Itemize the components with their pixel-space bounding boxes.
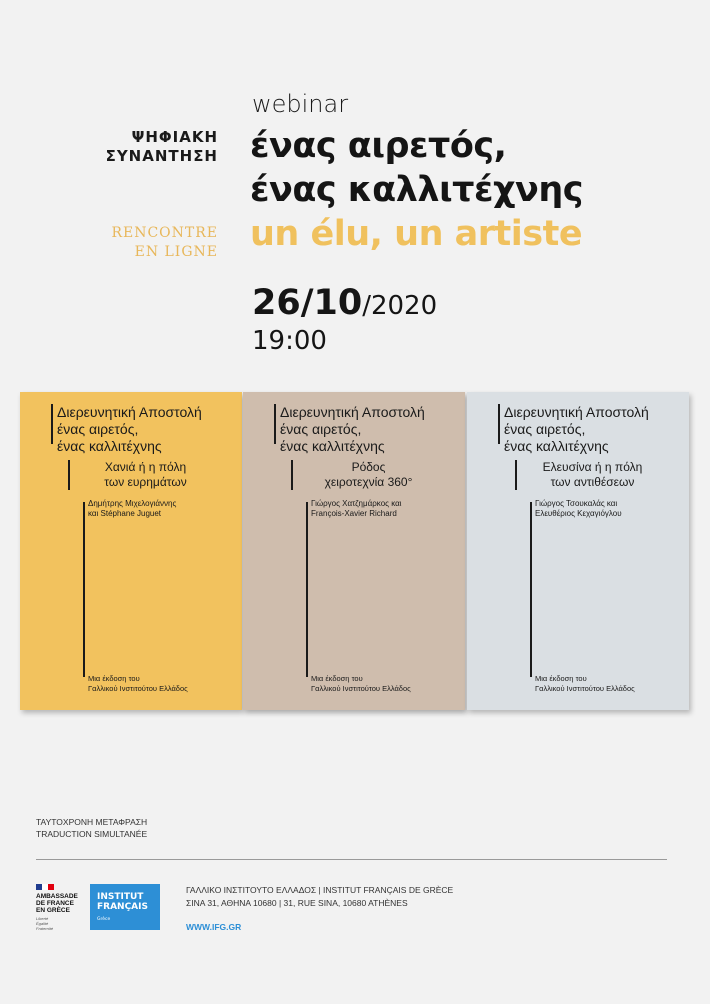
institut-francais-logo [90, 884, 160, 930]
cover-rule [515, 460, 517, 490]
ambassade-text: AMBASSADE DE FRANCE EN GRÈCE [36, 893, 78, 914]
book-subtitle: Χανιά ή η πόλη των ευρημάτων [104, 460, 187, 489]
book-authors: Γιώργος Τσουκαλάς και Ελευθέριος Κεχαγιόγλου [535, 499, 622, 518]
institute-address: ΓΑΛΛΙΚΟ ΙΝΣΤΙΤΟΥΤΟ ΕΛΛΑΔΟΣ | INSTITUT FRANÇAIS DE GRÈCE ΣΙΝΑ 31, ΑΘΗΝΑ 10680 | 31, RUE SINA, 10680 ATHÈNES [186, 885, 454, 908]
cover-rule [291, 460, 293, 490]
title-french: un élu, un artiste [250, 214, 583, 254]
website-link[interactable]: WWW.IFG.GR [186, 922, 242, 932]
book-title: Διερευνητική Αποστολή ένας αιρετός, ένας καλλιτέχνης [504, 404, 649, 454]
footer-divider [36, 859, 667, 860]
ambassade-motto: Liberté Égalité Fraternité [36, 916, 54, 931]
simultaneous-translation-note: ΤΑΥΤΟΧΡΟΝΗ ΜΕΤΑΦΡΑΣΗ TRADUCTION SIMULTANÉE [36, 817, 148, 839]
book-subtitle: Ελευσίνα ή η πόλη των αντιθέσεων [542, 460, 643, 489]
book-cover-rhodes [243, 392, 465, 710]
cover-rule [83, 502, 85, 677]
webinar-label: webinar [252, 90, 349, 118]
cover-rule [498, 404, 500, 444]
institut-francais-text: INSTITUT FRANÇAIS [97, 892, 148, 912]
event-time: 19:00 [252, 326, 327, 356]
cover-rule [51, 404, 53, 444]
book-publisher: Μια έκδοση του Γαλλικού Ινστιτούτου Ελλάδος [311, 674, 411, 693]
book-cover-elefsina [467, 392, 689, 710]
cover-rule [530, 502, 532, 677]
book-publisher: Μια έκδοση του Γαλλικού Ινστιτούτου Ελλάδος [535, 674, 635, 693]
book-cover-chania [20, 392, 242, 710]
title-greek: ένας αιρετός, ένας καλλιτέχνης [250, 126, 584, 210]
label-rencontre-en-ligne: RENCONTRE EN LIGNE [111, 225, 218, 260]
event-date [252, 283, 437, 323]
cover-rule [274, 404, 276, 444]
cover-rule [306, 502, 308, 677]
label-digital-meeting: ΨΗΦΙΑΚΗ ΣΥΝΑΝΤΗΣΗ [105, 128, 218, 165]
french-flag-icon [36, 884, 54, 890]
date-year: /2020 [362, 291, 438, 321]
cover-rule [68, 460, 70, 490]
book-title: Διερευνητική Αποστολή ένας αιρετός, ένας καλλιτέχνης [57, 404, 202, 454]
book-subtitle: Ρόδος χειροτεχνία 360° [324, 460, 413, 489]
book-publisher: Μια έκδοση του Γαλλικού Ινστιτούτου Ελλάδος [88, 674, 188, 693]
ambassade-logo [36, 884, 84, 931]
institut-francais-sub: Grèce [97, 917, 111, 922]
date-day-month: 26/10 [252, 283, 363, 323]
book-authors: Γιώργος Χατζημάρκος και François-Xavier Richard [311, 499, 402, 518]
book-authors: Δημήτρης Μιχελογιάννης και Stéphane Juguet [88, 499, 177, 518]
book-title: Διερευνητική Αποστολή ένας αιρετός, ένας καλλιτέχνης [280, 404, 425, 454]
